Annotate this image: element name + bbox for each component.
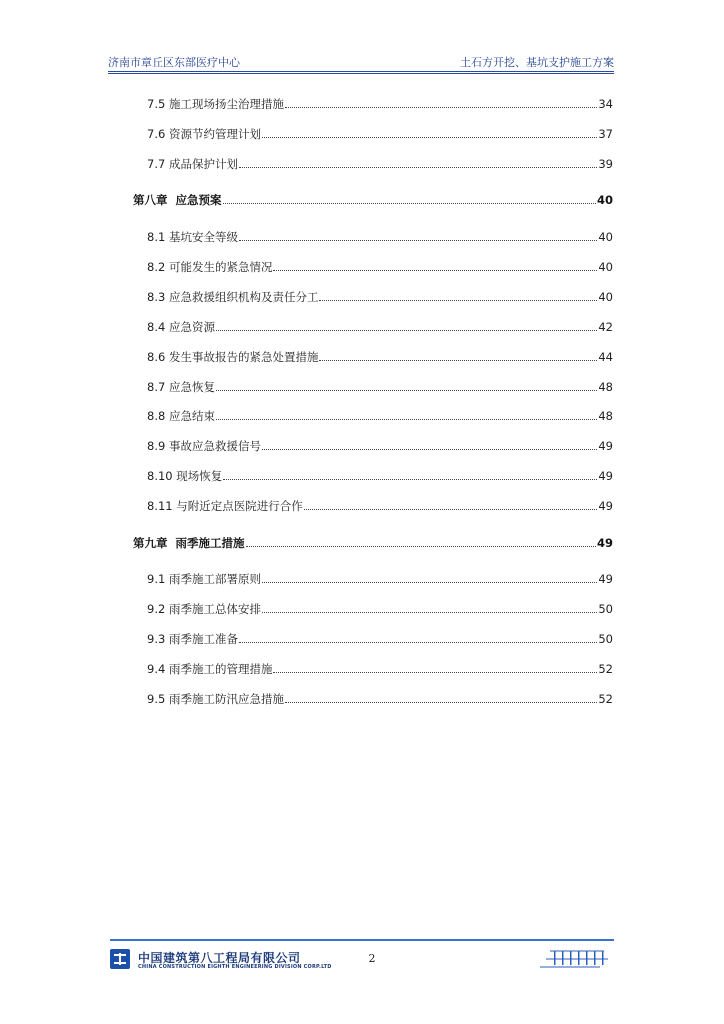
toc-entry-page: 52: [598, 692, 613, 706]
toc-entry-page: 50: [598, 632, 613, 646]
toc-dot-leader: [319, 360, 597, 361]
toc-entry[interactable]: [147, 691, 613, 707]
toc-entry-page: 40: [598, 290, 613, 304]
toc-entry-page: 34: [598, 97, 613, 111]
toc-entry-page: 52: [598, 662, 613, 676]
toc-dot-leader: [285, 107, 597, 108]
toc-dot-leader: [216, 330, 597, 331]
toc-chapter-entry[interactable]: [133, 535, 613, 551]
toc-entry-label: 8.8 应急结束: [147, 409, 215, 423]
toc-entry-page: 48: [598, 380, 613, 394]
toc-entry-label: 9.4 雨季施工的管理措施: [147, 662, 273, 676]
toc-entry-page: 49: [598, 469, 613, 483]
toc-dot-leader: [216, 419, 597, 420]
toc-entry-label: 7.6 资源节约管理计划: [147, 127, 261, 141]
toc-entry-label: 9.2 雨季施工总体安排: [147, 602, 261, 616]
toc-entry-label: 7.7 成品保护计划: [147, 157, 238, 171]
toc-dot-leader: [239, 240, 597, 241]
toc-entry-page: 48: [598, 409, 613, 423]
toc-entry-page: 40: [596, 193, 613, 207]
toc-entry[interactable]: [147, 156, 613, 172]
toc-entry-label: 8.2 可能发生的紧急情况: [147, 260, 273, 274]
toc-dot-leader: [262, 612, 597, 613]
toc-entry-page: 40: [598, 260, 613, 274]
toc-entry-page: 49: [598, 439, 613, 453]
toc-dot-leader: [304, 509, 598, 510]
toc-entry-label: 9.3 雨季施工准备: [147, 632, 238, 646]
toc-dot-leader: [246, 546, 596, 547]
toc-dot-leader: [262, 137, 597, 138]
footer-company-name-en: CHINA CONSTRUCTION EIGHTH ENGINEERING DIVISION CORP.LTD: [138, 964, 332, 970]
toc-dot-leader: [273, 672, 597, 673]
toc-entry-label: 9.1 雨季施工部署原则: [147, 572, 261, 586]
toc-dot-leader: [319, 300, 597, 301]
company-logo-icon: [110, 949, 130, 969]
toc-entry-label: 8.7 应急恢复: [147, 380, 215, 394]
footer-rule: [110, 939, 614, 941]
toc-dot-leader: [273, 270, 597, 271]
toc-entry-page: 40: [598, 230, 613, 244]
toc-dot-leader: [223, 203, 596, 204]
toc-entry[interactable]: [147, 571, 613, 587]
toc-dot-leader: [239, 642, 597, 643]
toc-entry[interactable]: [147, 468, 613, 484]
toc-entry-label: 8.3 应急救援组织机构及责任分工: [147, 290, 319, 304]
header-rule-secondary: [108, 73, 614, 74]
toc-entry-label: 8.11 与附近定点医院进行合作: [147, 499, 303, 513]
header-rule: [108, 71, 614, 72]
toc-dot-leader: [285, 702, 597, 703]
toc-entry-label: 9.5 雨季施工防汛应急措施: [147, 692, 284, 706]
toc-entry[interactable]: [147, 126, 613, 142]
toc-entry-label: 8.1 基坑安全等级: [147, 230, 238, 244]
toc-entry-page: 39: [598, 157, 613, 171]
toc-entry[interactable]: [147, 319, 613, 335]
toc-entry-page: 50: [598, 602, 613, 616]
toc-entry-label: 8.6 发生事故报告的紧急处置措施: [147, 350, 319, 364]
toc-entry[interactable]: [147, 408, 613, 424]
header-document-title: 土石方开挖、基坑支护施工方案: [460, 56, 614, 69]
toc-entry[interactable]: [147, 601, 613, 617]
toc-entry[interactable]: [147, 349, 613, 365]
toc-dot-leader: [262, 582, 597, 583]
toc-entry[interactable]: [147, 631, 613, 647]
toc-entry[interactable]: [147, 96, 613, 112]
toc-entry-label: 7.5 施工现场扬尘治理措施: [147, 97, 284, 111]
toc-entry-page: 42: [598, 320, 613, 334]
toc-dot-leader: [239, 167, 597, 168]
toc-entry[interactable]: [147, 661, 613, 677]
header-project-name: 济南市章丘区东部医疗中心: [108, 56, 240, 69]
toc-chapter-entry[interactable]: [133, 192, 613, 208]
toc-entry-page: 44: [598, 350, 613, 364]
toc-entry[interactable]: [147, 438, 613, 454]
toc-entry-page: 37: [598, 127, 613, 141]
toc-entry[interactable]: [147, 498, 613, 514]
page-number: 2: [368, 952, 376, 965]
toc-entry[interactable]: [147, 229, 613, 245]
toc-dot-leader: [223, 479, 597, 480]
toc-entry-label: 第八章 应急预案: [133, 193, 222, 207]
toc-entry-label: 8.9 事故应急救援信号: [147, 439, 261, 453]
toc-entry-label: 第九章 雨季施工措施: [133, 536, 245, 550]
toc-entry-label: 8.4 应急资源: [147, 320, 215, 334]
toc-entry-page: 49: [598, 499, 613, 513]
toc-dot-leader: [262, 449, 597, 450]
toc-entry-page: 49: [596, 536, 613, 550]
toc-entry[interactable]: [147, 289, 613, 305]
toc-dot-leader: [216, 390, 597, 391]
footer-company-name: 中国建筑第八工程局有限公司: [138, 951, 301, 965]
toc-entry[interactable]: [147, 259, 613, 275]
toc-entry-label: 8.10 现场恢复: [147, 469, 223, 483]
footer-decoration-icon: [540, 948, 614, 970]
toc-entry[interactable]: [147, 379, 613, 395]
toc-entry-page: 49: [598, 572, 613, 586]
